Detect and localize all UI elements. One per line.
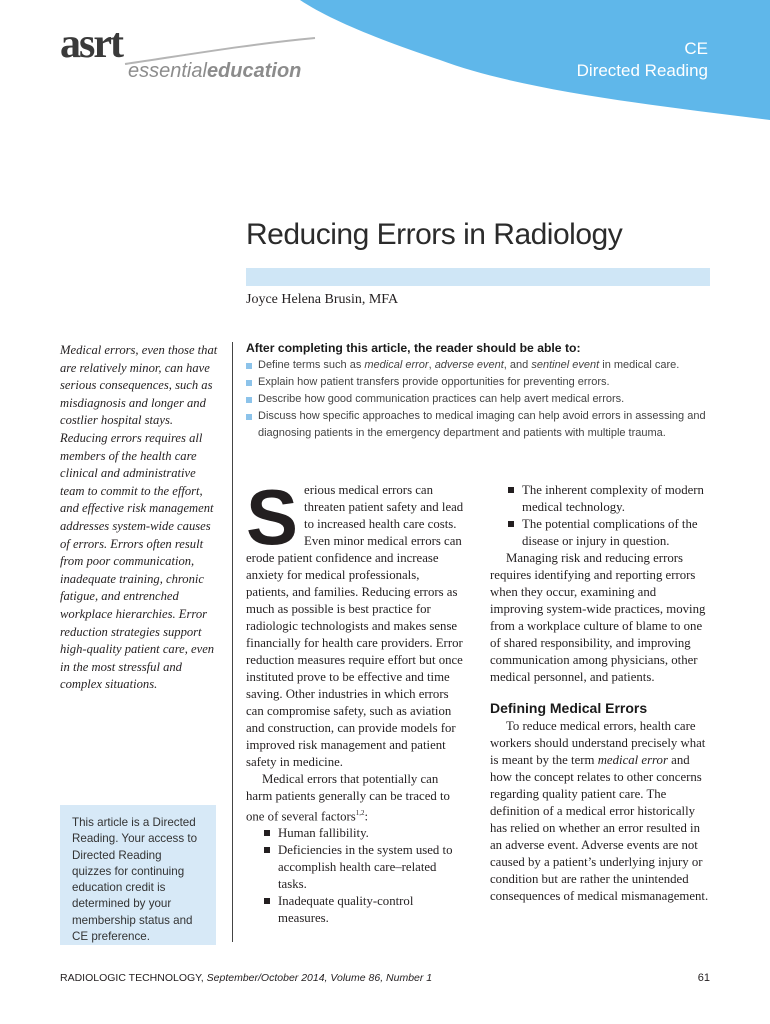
objective-text: in medical care. xyxy=(599,359,680,371)
section-heading: Defining Medical Errors xyxy=(490,700,648,716)
badge-line1: CE xyxy=(684,39,708,58)
list-item xyxy=(246,842,464,893)
body-column-2 xyxy=(490,482,710,905)
asrt-logo xyxy=(60,21,302,82)
column-divider xyxy=(232,342,233,942)
logo-tagline-light: essential xyxy=(128,60,207,82)
article-author: Joyce Helena Brusin, MFA xyxy=(246,292,399,307)
objective-sep: , xyxy=(428,359,435,371)
bullet-square-icon xyxy=(246,363,252,369)
journal-name: RADIOLOGIC TECHNOLOGY, xyxy=(60,972,207,984)
objective-item xyxy=(246,357,716,374)
paragraph-text: To reduce medical errors, health care workers should understand precisely what is meant by the term xyxy=(490,719,706,767)
factors-list xyxy=(246,825,464,927)
paragraph-text: Medical errors that potentially can harm patients generally can be traced to one of several factors xyxy=(246,772,450,824)
list-item xyxy=(490,482,710,516)
paragraph-text: : xyxy=(364,809,369,824)
list-item-text: Deficiencies in the system used to accomplish health care–related tasks. xyxy=(278,843,453,892)
bullet-square-icon xyxy=(508,521,514,527)
logo-main: asrt xyxy=(60,21,122,67)
body-paragraph xyxy=(246,771,464,825)
objective-text: Describe how good communication practices can help avert medical errors. xyxy=(258,393,625,405)
pull-quote: Medical errors, even those that are relatively minor, can have serious consequences, such as misdiagnosis and longer and costlier hospital stays. Reducing errors requires all members of the health care clinical and administrative team to commit to the effort, and effective risk management addresses system-wide causes of errors. Errors often result from poor communication, inadequate training, chronic fatigue, and entrenched workplace hierarchies. Error reduction strategies support high-quality patient care, even in the most stressful and complex situations. xyxy=(60,343,218,692)
list-item xyxy=(490,516,710,550)
bullet-square-icon xyxy=(264,847,270,853)
page-footer xyxy=(60,972,710,984)
objective-item xyxy=(246,374,716,391)
learning-objectives xyxy=(246,340,716,442)
term-adverse-event: adverse event xyxy=(434,359,504,371)
title-accent-bar xyxy=(246,268,710,286)
term-sentinel-event: sentinel event xyxy=(531,359,600,371)
paragraph-text: erious medical errors can threaten patient safety and lead to increased health care costs. Even minor medical errors can erode patient confidence and increase anxiety for medical professionals, patients, and families. Reducing errors as much as possible is best practice for radiologic technologists and makes sense financially for health care providers. Error reduction measures require effort but once instituted prove to be effective and time saving. Other industries in which errors can compromise safety, such as aviation and construction, can provide models for improved risk management and patient safety in medicine. xyxy=(246,483,464,769)
list-item xyxy=(246,893,464,927)
body-column-1 xyxy=(246,473,464,927)
list-item-text: The inherent complexity of modern medical technology. xyxy=(522,483,704,514)
directed-reading-note: This article is a Directed Reading. Your access to Directed Reading quizzes for continuing education credit is determined by your membership status and CE preference. xyxy=(60,805,216,945)
body-paragraph xyxy=(490,718,710,905)
list-item-text: The potential complications of the disease or injury in question. xyxy=(522,517,698,548)
body-paragraph: Managing risk and reducing errors requires identifying and reporting errors when they occur, examining and improving system-wide practices, moving from a workplace culture of blame to one of shared responsibility, and improving communication among physicians, other medical personnel, and patients. xyxy=(490,551,706,684)
body-paragraph xyxy=(246,473,464,771)
objective-item xyxy=(246,408,716,442)
list-item-text: Inadequate quality-control measures. xyxy=(278,894,414,926)
objective-text: Explain how patient transfers provide opportunities for preventing errors. xyxy=(258,376,610,388)
paragraph-text: and how the concept relates to other concerns regarding quality patient care. The definition of a medical error historically has relied on whether an error resulted in an adverse event. Adverse events are not caused by a patient’s underlying injury or condition but are rather the unintended consequences of medical mismanagement. xyxy=(490,753,709,903)
article-title: Reducing Errors in Radiology xyxy=(246,218,623,251)
list-item-text: Human fallibility. xyxy=(278,826,369,841)
badge-line2: Directed Reading xyxy=(576,61,708,80)
bullet-square-icon xyxy=(246,414,252,420)
objective-text: Discuss how specific approaches to medical imaging can help avoid errors in assessing and diagnosing patients in the emergency department and patients with multiple trauma. xyxy=(258,410,706,439)
citation-superscript: 1,2 xyxy=(355,809,365,817)
issue-info: September/October 2014, Volume 86, Number 1 xyxy=(206,972,433,984)
objective-sep: , and xyxy=(503,359,532,371)
bullet-square-icon xyxy=(264,898,270,904)
term-medical-error: medical error xyxy=(364,359,429,371)
factors-list-continued xyxy=(490,482,710,550)
objective-item xyxy=(246,391,716,408)
logo-tagline xyxy=(128,60,301,83)
term-medical-error: medical error xyxy=(597,753,668,767)
page-number: 61 xyxy=(697,972,710,984)
ce-directed-reading-badge xyxy=(577,38,708,82)
objectives-heading: After completing this article, the reader should be able to: xyxy=(246,341,581,355)
bullet-square-icon xyxy=(246,397,252,403)
bullet-square-icon xyxy=(246,380,252,386)
drop-cap: S xyxy=(246,473,299,561)
bullet-square-icon xyxy=(264,830,270,836)
bullet-square-icon xyxy=(508,487,514,493)
list-item xyxy=(246,825,464,842)
objective-text: Define terms such as xyxy=(258,359,365,371)
logo-tagline-bold: education xyxy=(206,60,302,82)
